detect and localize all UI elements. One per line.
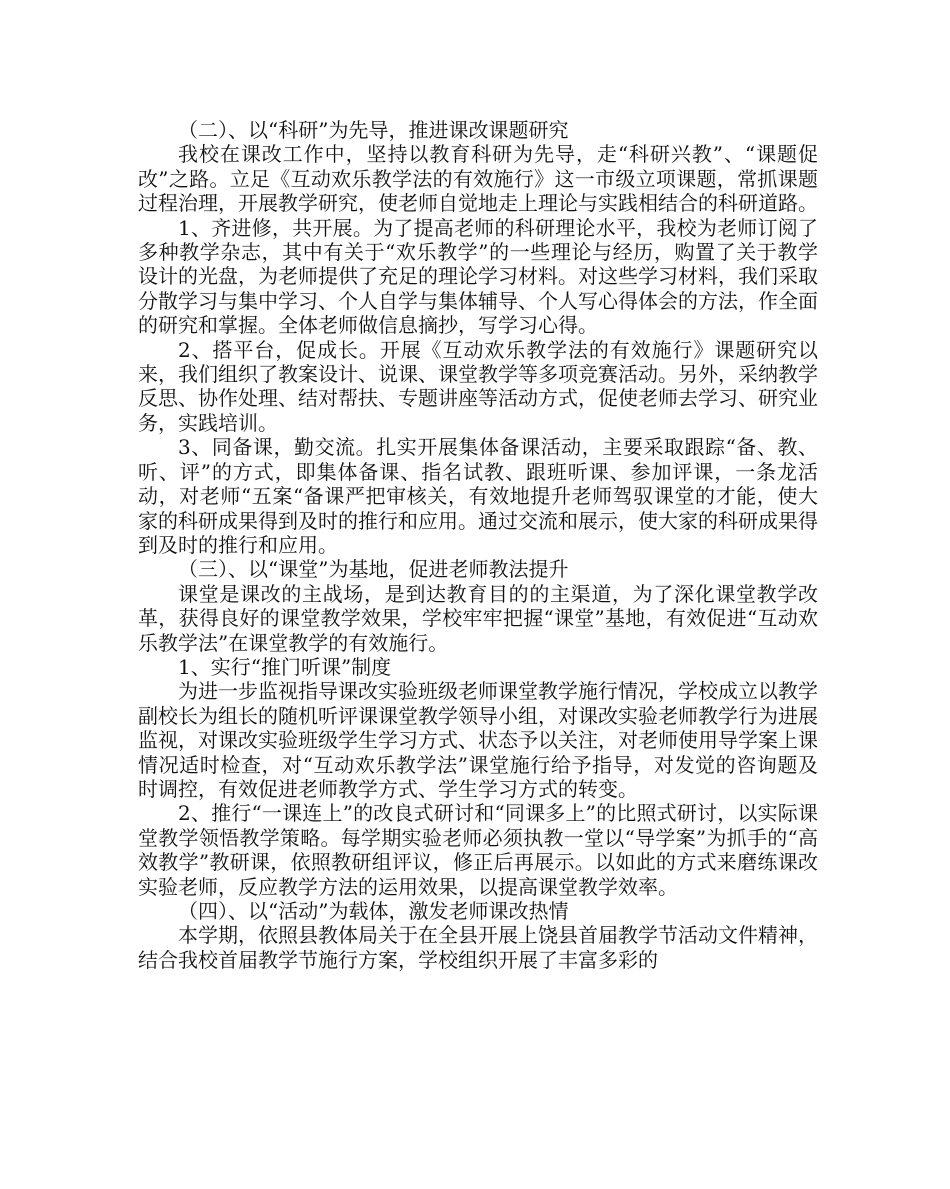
section-heading-2: （二）、以“科研”为先导，推进课改课题研究 bbox=[178, 118, 569, 142]
document-page bbox=[138, 118, 818, 972]
paragraph: 我校在课改工作中，坚持以教育科研为先导，走“科研兴教”、“课题促改”之路。立足《互动欢乐教学法的有效施行》这一市级立项课题，常抓课题过程治理，开展教学研究，使老师自觉地走上理论与实践相结合的科研道路。 bbox=[138, 142, 818, 216]
section-heading-4: （四）、以“活动”为载体，激发老师课改热情 bbox=[178, 899, 569, 923]
paragraph: 为进一步监视指导课改实验班级老师课堂教学施行情况，学校成立以教学副校长为组长的随机听评课课堂教学领导小组，对课改实验老师教学行为进展监视，对课改实验班级学生学习方式、状态予以关注，对老师使用导学案上课情况适时检查，对“互动欢乐教学法”课堂施行给予指导，对发觉的咨询题及时调控，有效促进老师教学方式、学生学习方式的转变。 bbox=[138, 679, 818, 801]
section-heading-3: （三）、以“课堂”为基地，促进老师教法提升 bbox=[178, 557, 569, 582]
paragraph: 3、同备课，勤交流。扎实开展集体备课活动，主要采取跟踪“备、教、听、评”的方式，即集体备课、指名试教、跟班听课、参加评课，一条龙活动，对老师“五案“备课严把审核关，有效地提升老师驾驭课堂的才能，使大家的科研成果得到及时的推行和应用。通过交流和展示，使大家的科研成果得到及时的推行和应用。 bbox=[138, 435, 818, 557]
paragraph: 2、搭平台，促成长。开展《互动欢乐教学法的有效施行》课题研究以来，我们组织了教案设计、说课、课堂教学等多项竞赛活动。另外，采纳教学反思、协作处理、结对帮扶、专题讲座等活动方式，促使老师去学习、研究业务，实践培训。 bbox=[138, 337, 818, 435]
paragraph: 2、推行“一课连上”的改良式研讨和“同课多上”的比照式研讨，以实际课堂教学领悟教学策略。每学期实验老师必须执教一堂以“导学案”为抓手的“高效教学”教研课，依照教研组评议，修正后再展示。以如此的方式来磨练课改实验老师，反应教学方法的运用效果，以提高课堂教学效率。 bbox=[138, 801, 818, 899]
paragraph: 课堂是课改的主战场，是到达教育目的的主渠道，为了深化课堂教学改革，获得良好的课堂教学效果，学校牢牢把握“课堂”基地，有效促进“互动欢乐教学法”在课堂教学的有效施行。 bbox=[138, 581, 818, 655]
paragraph: 本学期，依照县教体局关于在全县开展上饶县首届教学节活动文件精神，结合我校首届教学节施行方案，学校组织开展了丰富多彩的 bbox=[138, 923, 818, 972]
paragraph: 1、齐进修，共开展。为了提高老师的科研理论水平，我校为老师订阅了多种教学杂志，其中有关于“欢乐教学”的一些理论与经历，购置了关于教学设计的光盘，为老师提供了充足的理论学习材料。对这些学习材料，我们采取分散学习与集中学习、个人自学与集体辅导、个人写心得体会的方法，作全面的研究和掌握。全体老师做信息摘抄，写学习心得。 bbox=[138, 215, 818, 338]
subheading: 1、实行“推门听课”制度 bbox=[178, 654, 392, 679]
